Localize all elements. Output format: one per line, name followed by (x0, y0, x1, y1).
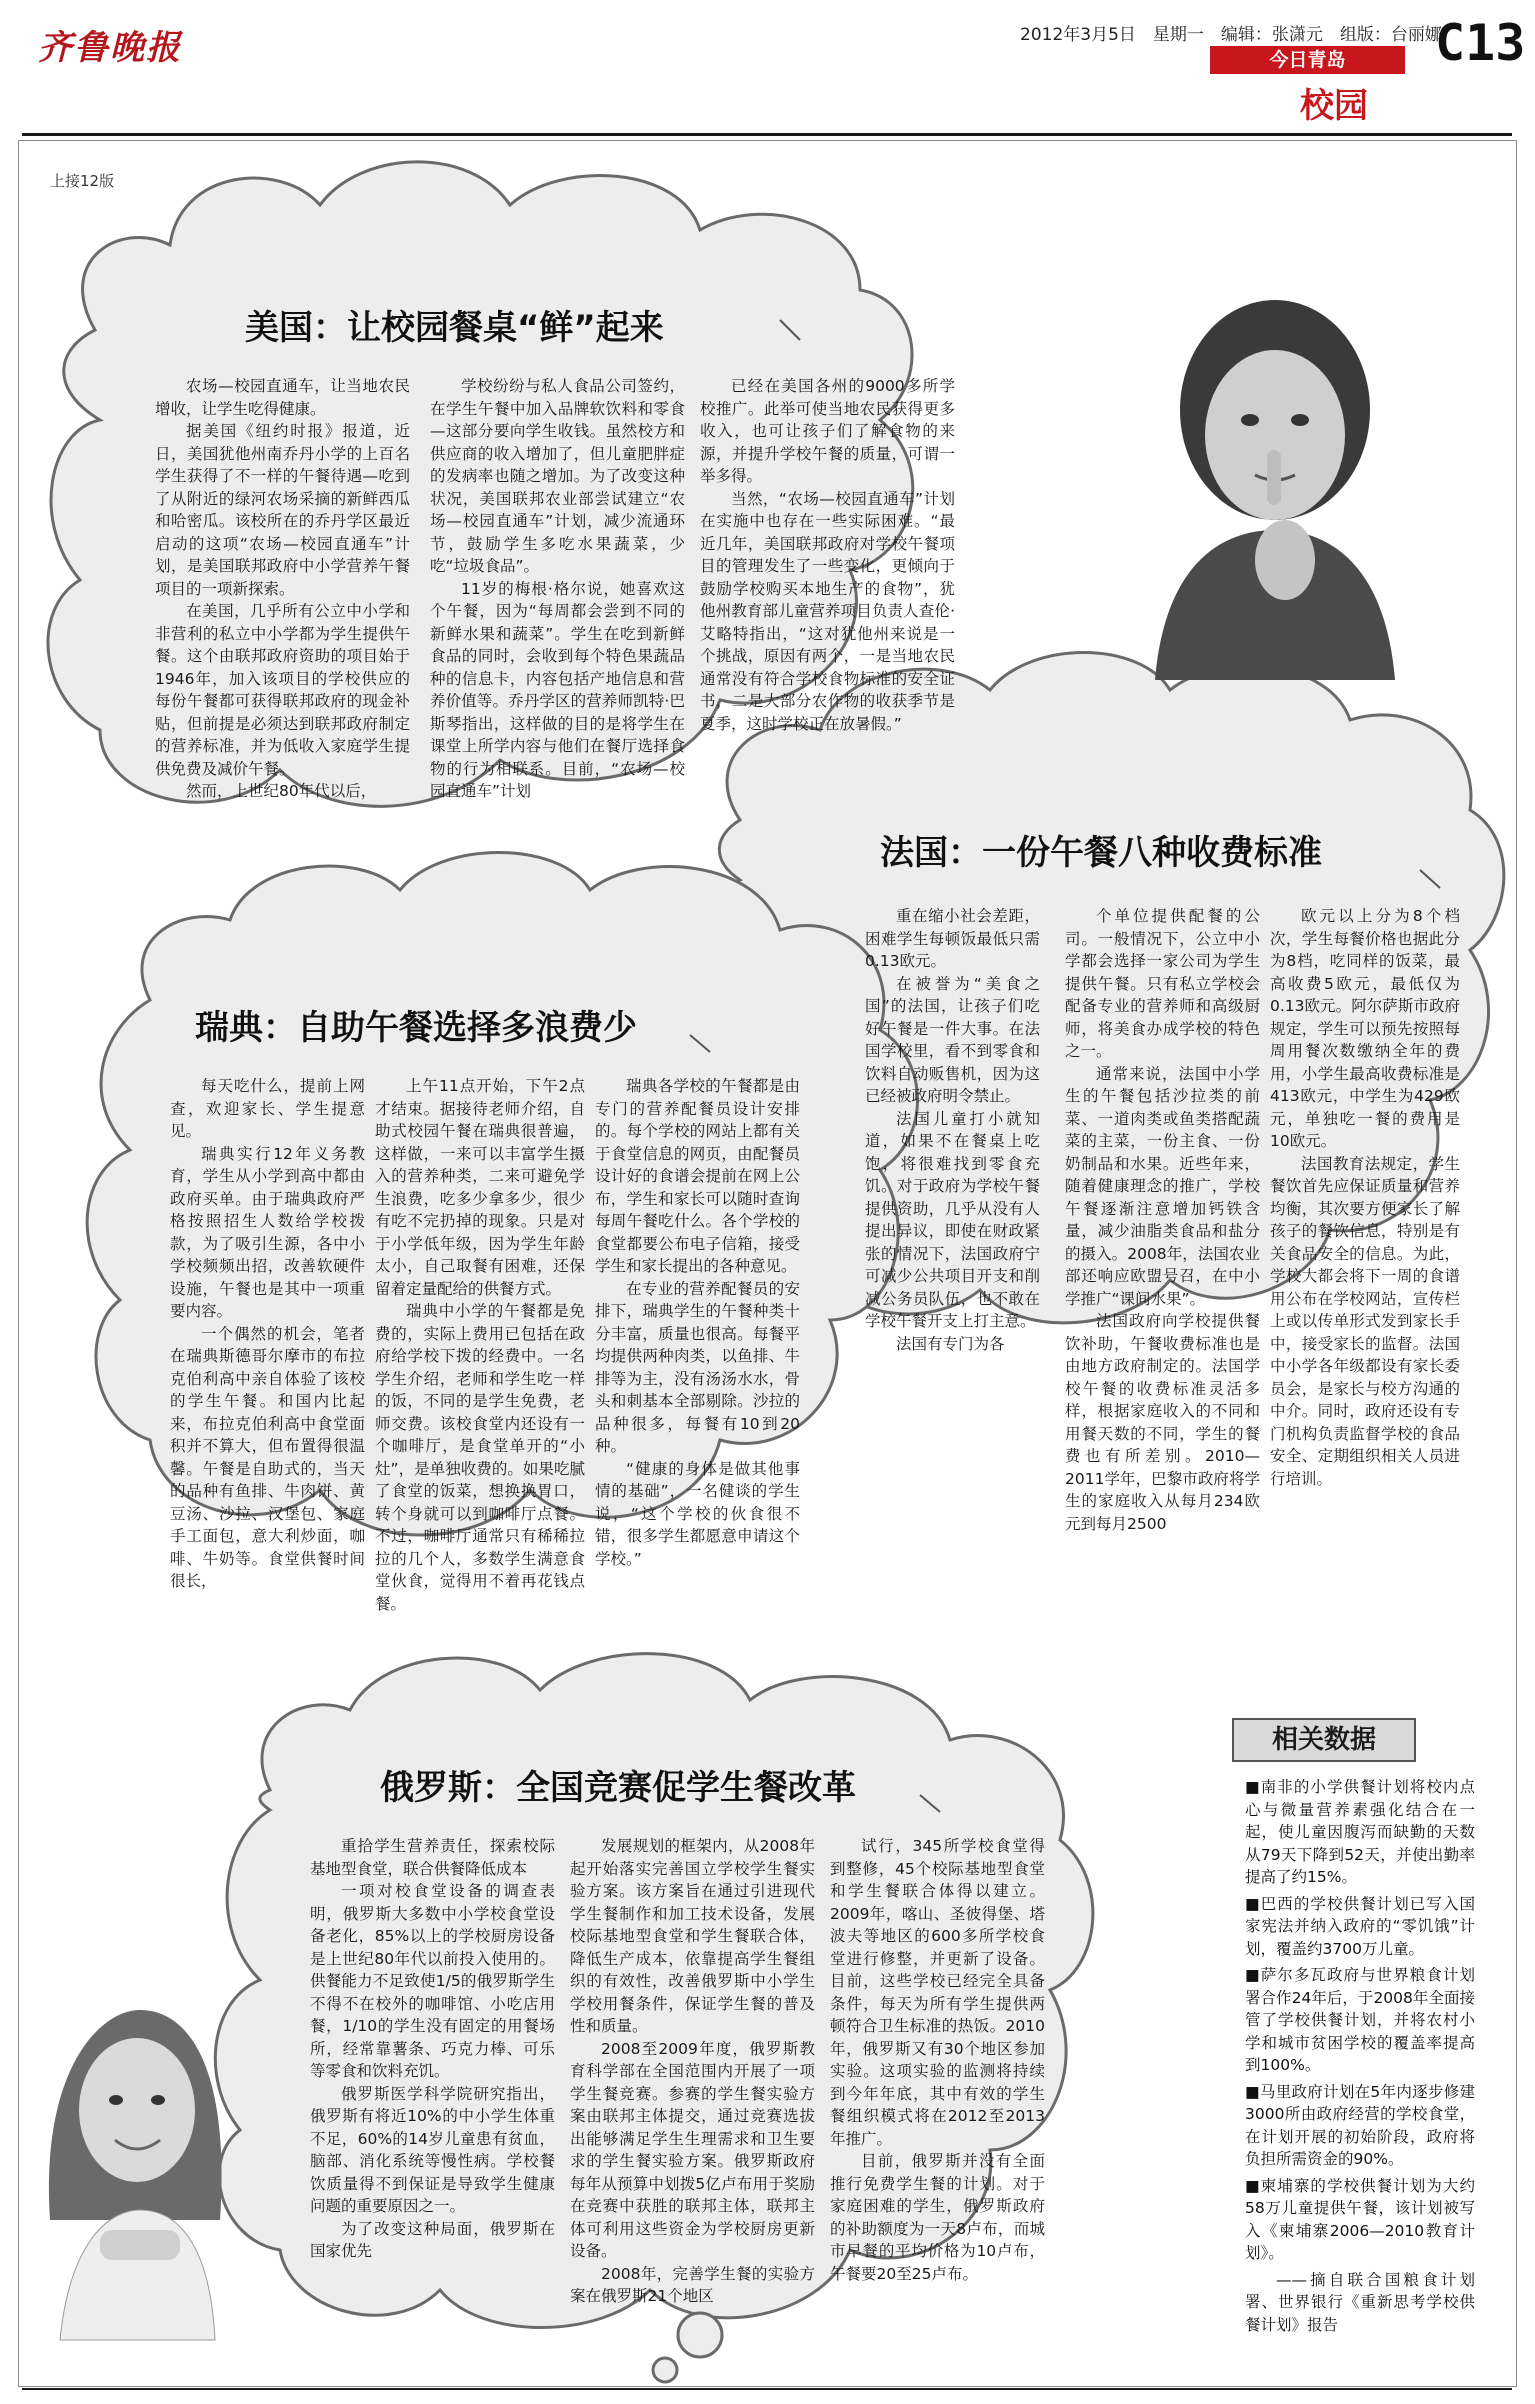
paragraph: 一个偶然的机会，笔者在瑞典斯德哥尔摩市的布拉克伯利高中亲自体验了该校的学生午餐。和国内比起来，布拉克伯利高中食堂面积并不算大，但布置得很温馨。午餐是自助式的，当天的品种有鱼排、牛肉饼、黄豆汤、沙拉、汉堡包、家庭手工面包，意大利炒面，咖啡、牛奶等。食堂供餐时间很长， (170, 1324, 365, 1590)
related-data-item: ■柬埔寨的学校供餐计划为大约58万儿童提供午餐，该计划被写入《柬埔寨2006—2010教育计划》。 (1245, 2176, 1475, 2262)
paragraph: 法国政府向学校提供餐饮补助，午餐收费标准也是由地方政府制定的。法国学校午餐的收费标准灵活多样，根据家庭收入的不同和用餐天数的不同，学生的餐费也有所差别。2010—2011学年，巴黎市政府将学生的家庭收入从每月234欧元到每月2500 (1065, 1312, 1260, 1533)
paragraph: 法国儿童打小就知道，如果不在餐桌上吃饱，将很难找到零食充饥。对于政府为学校午餐提供资助，几乎从没有人提出异议，即使在财政紧张的情况下，法国政府宁可减少公共项目开支和削减公务员队伍，也不敢在学校午餐开支上打主意。 (865, 1109, 1040, 1330)
article-france-col-3 (1270, 905, 1460, 1488)
paragraph: 俄罗斯医学科学院研究指出，俄罗斯有将近10%的中小学生体重不足，60%的14岁儿童患有贫血，脑部、消化系统等慢性病。学校餐饮质量得不到保证是导致学生健康问题的重要原因之一。 (310, 2084, 555, 2215)
paragraph: 通常来说，法国中小学生的午餐包括沙拉类的前菜、一道肉类或鱼类搭配蔬菜的主菜，一份主食、一份奶制品和水果。近些年来，随着健康理念的推广，学校午餐逐渐注意增加钙铁含量，减少油脂类食品和盐分的摄入。2008年，法国农业部还响应欧盟号召，在中小学推广“课间水果”。 (1065, 1064, 1260, 1308)
girl-photo (40, 1990, 230, 2340)
paragraph: 11岁的梅根·格尔说，她喜欢这个午餐，因为“每周都会尝到不同的新鲜水果和蔬菜”。学生在吃到新鲜食品的同时，会收到每个特色果蔬品种的信息卡，内容包括产地信息和营养价值等。乔丹学区的营养师凯特·巴斯琴指出，这样做的目的是将学生在课堂上所学内容与他们在餐厅选择食物的行为相联系。目前，“农场—校园直通车”计划 (430, 579, 685, 800)
heading-france: 法国：一份午餐八种收费标准 (880, 833, 1322, 873)
paragraph: 已经在美国各州的9000多所学校推广。此举可使当地农民获得更多收入，也可让孩子们了解食物的来源，并提升学校午餐的质量，可谓一举多得。 (700, 377, 955, 485)
heading-usa: 美国：让校园餐桌“鲜”起来 (245, 308, 664, 348)
related-data-title: 相关数据 (1232, 1718, 1416, 1762)
article-usa-col-2 (430, 375, 685, 830)
section-bar: 今日青岛 (1210, 46, 1405, 74)
boy-photo (1135, 260, 1405, 680)
article-usa-col-1 (155, 375, 410, 830)
paragraph: 然而，上世纪80年代以后， (186, 782, 377, 800)
paragraph: 2008至2009年度，俄罗斯教育科学部在全国范围内开展了一项学生餐竞赛。参赛的学生餐实验方案由联邦主体提交，通过竞赛选拔出能够满足学生生理需求和卫生要求的学生餐实验方案。俄罗斯政府每年从预算中划拨5亿卢布用于奖励在竞赛中获胜的联邦主体，联邦主体可利用这些资金为学校厨房更新设备。 (570, 2039, 815, 2260)
section-title: 校园 (1300, 86, 1368, 126)
paragraph: 发展规划的框架内，从2008年起开始落实完善国立学校学生餐实验方案。该方案旨在通过引进现代学生餐制作和加工技术设备，发展校际基地型食堂和学生餐联合体，降低生产成本，依靠提高学生餐组织的有效性，改善俄罗斯中小学生学校用餐条件，保证学生餐的普及性和质量。 (570, 1837, 815, 2035)
related-data-list (1245, 1776, 1475, 2340)
paragraph: 在美国，几乎所有公立中小学和非营利的私立中小学都为学生提供午餐。这个由联邦政府资助的项目始于1946年，加入该项目的学校供应的每份午餐都可获得联邦政府的现金补贴，但前提是必须达到联邦政府制定的营养标准，并为低收入家庭学生提供免费及减价午餐。 (155, 602, 410, 778)
paragraph: 重拾学生营养责任，探索校际基地型食堂，联合供餐降低成本 (310, 1837, 555, 1878)
page-number: C13 (1435, 14, 1526, 72)
cloud-bubble-2 (653, 2358, 677, 2382)
article-russia-col-3 (830, 1835, 1045, 2283)
paragraph: 瑞典实行12年义务教育，学生从小学到高中都由政府买单。由于瑞典政府严格按照招生人数给学校拨款，为了吸引生源，各中小学校频频出招，改善软硬件设施，午餐也是其中一项重要内容。 (170, 1144, 365, 1320)
paragraph: 欧元以上分为8个档次，学生每餐价格也据此分为8档，吃同样的饭菜，最高收费5欧元，最低仅为0.13欧元。阿尔萨斯市政府规定，学生可以预先按照每周用餐次数缴纳全年的费用，小学生最高收费标准是413欧元，中学生为429欧元，单独吃一餐的费用是10欧元。 (1270, 907, 1460, 1150)
article-sweden-col-1 (170, 1075, 365, 1590)
paragraph: “健康的身体是做其他事情的基础”，一名健谈的学生说，“这个学校的伙食很不错，很多学生都愿意申请这个学校。” (595, 1459, 800, 1568)
paragraph: 每天吃什么，提前上网查，欢迎家长、学生提意见。 (170, 1077, 365, 1140)
bottom-rule (22, 2388, 1512, 2390)
article-usa-col-3 (700, 375, 955, 795)
paragraph: 学校纷纷与私人食品公司签约，在学生午餐中加入品牌软饮料和零食—这部分要向学生收钱。虽然校方和供应商的收入增加了，但儿童肥胖症的发病率也随之增加。为了改变这种状况，美国联邦农业部尝试建立“农场—校园直通车”计划，减少流通环节，鼓励学生多吃水果蔬菜，少吃“垃圾食品”。 (430, 377, 685, 575)
paragraph: 个单位提供配餐的公司。一般情况下，公立中小学都会选择一家公司为学生提供午餐。只有私立学校会配备专业的营养师和高级厨师，将美食办成学校的特色之一。 (1065, 907, 1260, 1060)
issue-meta: 2012年3月5日 星期一 编辑：张潇元 组版：台丽娜 (1020, 25, 1442, 45)
related-data-item: ■马里政府计划在5年内逐步修建3000所由政府经营的学校食堂，在计划开展的初始阶段，政府将负担所需资金的90%。 (1245, 2082, 1475, 2168)
related-data-item: ■南非的小学供餐计划将校内点心与微量营养素强化结合在一起，使儿童因腹泻而缺勤的天数从79天下降到52天，并使出勤率提高了约15%。 (1245, 1778, 1475, 1886)
paragraph: 当然，“农场—校园直通车”计划在实施中也存在一些实际困难。“最近几年，美国联邦政府对学校午餐项目的管理发生了一些变化，更倾向于鼓励学校购买本地生产的食物”，犹他州教育部儿童营养项目负责人查伦·艾略特指出，“这对犹他州来说是一个挑战，原因有两个，一是当地农民通常没有符合学校食物标准的安全证书，二是大部分农作物的收获季节是夏季，这时学校正在放暑假。” (700, 489, 955, 733)
paragraph: 在专业的营养配餐员的安排下，瑞典学生的午餐种类十分丰富，质量也很高。每餐平均提供两种肉类，以鱼排、牛排等为主，没有汤汤水水，骨头和刺基本全部剔除。沙拉的品种很多，每餐有10到20种。 (595, 1279, 800, 1455)
heading-russia: 俄罗斯：全国竞赛促学生餐改革 (380, 1768, 856, 1808)
related-data-item: ■萨尔多瓦政府与世界粮食计划署合作24年后，于2008年全面接管了学校供餐计划，并将农村小学和城市贫困学校的覆盖率提高到100%。 (1245, 1966, 1475, 2074)
paragraph: 瑞典中小学的午餐都是免费的，实际上费用已包括在政府给学校下拨的经费中。一名学生介绍，老师和学生吃一样的饭，不同的是学生免费，老师交费。该校食堂内还设有一个咖啡厅，是食堂单开的“小灶”，是单独收费的。如果吃腻了食堂的饭菜，想换换胃口，转个身就可以到咖啡厅点餐。不过，咖啡厅通常只有稀稀拉拉的几个人，多数学生满意食堂伙食，觉得用不着再花钱点餐。 (375, 1302, 585, 1613)
paragraph: 在被誉为“美食之国”的法国，让孩子们吃好午餐是一件大事。在法国学校里，看不到零食和饮料自动贩售机，因为这已经被政府明令禁止。 (865, 974, 1040, 1105)
paragraph: 据美国《纽约时报》报道，近日，美国犹他州南乔丹小学的上百名学生获得了不一样的午餐待遇—吃到了从附近的绿河农场采摘的新鲜西瓜和哈密瓜。该校所在的乔丹学区最近启动的这项“农场—校园直通车”计划，是美国联邦政府中小学营养午餐项目的一项新探索。 (155, 422, 410, 598)
paragraph: 法国有专门为各 (896, 1334, 1005, 1353)
paragraph: 上午11点开始，下午2点才结束。据接待老师介绍，自助式校园午餐在瑞典很普遍，这样做，一来可以丰富学生摄入的营养种类，二来可避免学生浪费，吃多少拿多少，很少有吃不完扔掉的现象。只是对于小学低年级，因为学生年龄太小，自己取餐有困难，还保留着定量配给的供餐方式。 (375, 1077, 585, 1298)
paragraph: 2008年，完善学生餐的实验方案在俄罗斯21个地区 (570, 2264, 815, 2305)
article-sweden-col-2 (375, 1075, 585, 1613)
smiling-girl-illustration (40, 1990, 230, 2340)
heading-sweden: 瑞典：自助午餐选择多浪费少 (195, 1008, 637, 1048)
article-france-col-1 (865, 905, 1040, 1353)
paragraph: 为了改变这种局面，俄罗斯在国家优先 (310, 2219, 555, 2260)
paragraph: 一项对校食堂设备的调查表明，俄罗斯大多数中小学校食堂设备老化，85%以上的学校厨房设备是上世纪80年代以前投入使用的。供餐能力不足致使1/5的俄罗斯学生不得不在校外的咖啡馆、小吃店用餐，1/10的学生没有固定的用餐场所，经常靠薯条、巧克力棒、可乐等零食和饮料充饥。 (310, 1882, 555, 2080)
paragraph: 瑞典各学校的午餐都是由专门的营养配餐员设计安排的。每个学校的网站上都有关于食堂信息的网页，由配餐员设计好的食谱会提前在网上公布，学生和家长可以随时查询每周午餐吃什么。各个学校的食堂都要公布电子信箱，接受学生和家长提出的各种意见。 (595, 1077, 800, 1275)
article-france-col-2 (1065, 905, 1260, 1533)
paragraph: 法国教育法规定，学生餐饮首先应保证质量和营养均衡，其次要方便家长了解孩子的餐饮信息，特别是有关食品安全的信息。为此，学校大都会将下一周的食谱用公布在学校网站，宣传栏上或以传单形式发到家长手中，接受家长的监督。法国中小学各年级都设有家长委员会，是家长与校方沟通的中介。同时，政府还设有专门机构负责监督学校的食品安全、定期组织相关人员进行培训。 (1270, 1154, 1460, 1488)
article-russia-col-1 (310, 1835, 555, 2305)
thinking-boy-illustration (1135, 260, 1405, 680)
article-sweden-col-3 (595, 1075, 800, 1568)
paragraph: 试行，345所学校食堂得到整修，45个校际基地型食堂和学生餐联合体得以建立。2009年，喀山、圣彼得堡、塔波夫等地区的600多所学校食堂进行修整，并更新了设备。目前，这些学校已经完全具备条件，每天为所有学生提供两顿符合卫生标准的热饭。2010年，俄罗斯又有30个地区参加实验。这项实验的监测将持续到今年年底，其中有效的学生餐组织模式将在2012至2013年推广。 (830, 1837, 1045, 2148)
masthead-logo: 齐鲁晚报 (38, 28, 182, 68)
cloud-bubble-1 (678, 2313, 722, 2357)
paragraph: 重在缩小社会差距，困难学生每顿饭最低只需0.13欧元。 (865, 907, 1040, 970)
paragraph: 农场—校园直通车，让当地农民增收，让学生吃得健康。 (155, 377, 410, 418)
paragraph: 目前，俄罗斯并没有全面推行免费学生餐的计划。对于家庭困难的学生，俄罗斯政府的补助额度为一天8卢布，而城市早餐的平均价格为10卢布，午餐要20至25卢布。 (830, 2152, 1045, 2283)
related-data-item: ■巴西的学校供餐计划已写入国家宪法并纳入政府的“零饥饿”计划，覆盖约3700万儿童。 (1245, 1894, 1475, 1958)
related-data-source: ——摘自联合国粮食计划署、世界银行《重新思考学校供餐计划》报告 (1245, 2270, 1475, 2334)
article-russia-col-2 (570, 1835, 815, 2305)
continued-note: 上接12版 (50, 172, 115, 190)
